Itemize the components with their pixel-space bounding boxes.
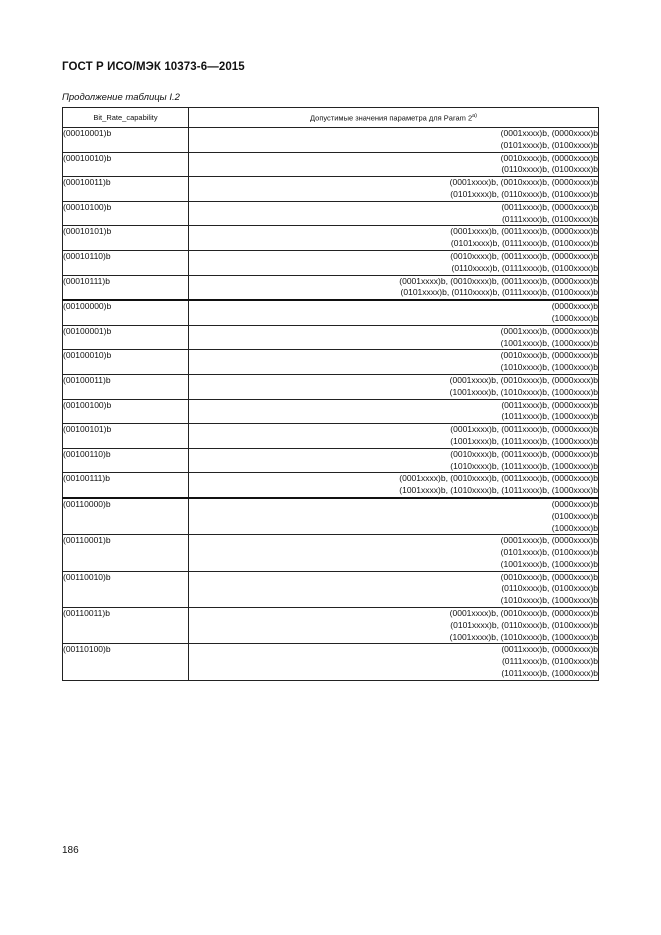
param2-value-line: (0010xxxx)b, (0000xxxx)b — [500, 350, 598, 361]
param2-value-line: (0001xxxx)b, (0010xxxx)b, (0000xxxx)b — [449, 374, 598, 385]
param2-value-line: (1001xxxx)b, (1000xxxx)b — [500, 558, 598, 569]
bit-rate-code-cell: (00010010)b — [63, 152, 189, 177]
param2-value-line: (0010xxxx)b, (0011xxxx)b, (0000xxxx)b — [450, 250, 598, 261]
param2-value-line: (0101xxxx)b, (0100xxxx)b — [500, 139, 598, 150]
param2-value-line: (0001xxxx)b, (0000xxxx)b — [500, 535, 598, 546]
table-row — [63, 177, 599, 202]
param2-values-cell — [189, 250, 599, 275]
table-row — [63, 608, 599, 644]
table-caption: Продолжение таблицы I.2 — [62, 92, 180, 103]
param2-values-cell — [189, 498, 599, 535]
param2-value-line: (0111xxxx)b, (0100xxxx)b — [501, 213, 598, 224]
table-body — [63, 128, 599, 681]
param2-value-line: (0101xxxx)b, (0100xxxx)b — [500, 547, 598, 558]
bit-rate-code-cell: (00010111)b — [63, 275, 189, 300]
param2-value-line: (0001xxxx)b, (0010xxxx)b, (0011xxxx)b, (0000xxxx)b — [399, 473, 598, 484]
param2-values-cell — [189, 152, 599, 177]
param2-value-line: (0010xxxx)b, (0000xxxx)b — [500, 571, 598, 582]
param2-value-line: (1011xxxx)b, (1000xxxx)b — [501, 411, 598, 422]
table-row — [63, 325, 599, 350]
param2-value-line: (0110xxxx)b, (0100xxxx)b — [501, 583, 598, 594]
param2-value-line: (0000xxxx)b — [551, 301, 598, 312]
param2-values-cell — [189, 226, 599, 251]
param2-values-cell — [189, 128, 599, 153]
param2-values-cell — [189, 608, 599, 644]
param2-values-cell — [189, 473, 599, 498]
table-header-row — [63, 108, 599, 128]
param2-value-line: (1001xxxx)b, (1010xxxx)b, (1011xxxx)b, (1000xxxx)b — [399, 485, 598, 496]
page-number: 186 — [62, 845, 79, 856]
param2-value-line: (0100xxxx)b — [551, 510, 598, 521]
param2-value-line: (0101xxxx)b, (0110xxxx)b, (0111xxxx)b, (0100xxxx)b — [400, 287, 598, 298]
param2-value-line: (0110xxxx)b, (0111xxxx)b, (0100xxxx)b — [451, 262, 598, 273]
param2-value-line: (1011xxxx)b, (1000xxxx)b — [501, 668, 598, 679]
bit-rate-code-cell: (00100001)b — [63, 325, 189, 350]
param2-values-cell — [189, 535, 599, 571]
table-row — [63, 535, 599, 571]
param2-value-line: (0111xxxx)b, (0100xxxx)b — [501, 656, 598, 667]
param2-value-line: (0001xxxx)b, (0011xxxx)b, (0000xxxx)b — [450, 424, 598, 435]
param2-value-line: (1010xxxx)b, (1011xxxx)b, (1000xxxx)b — [450, 460, 598, 471]
param2-value-line: (1001xxxx)b, (1010xxxx)b, (1000xxxx)b — [449, 631, 598, 642]
param2-values-cell — [189, 325, 599, 350]
param2-value-line: (0001xxxx)b, (0000xxxx)b — [500, 128, 598, 138]
param2-value-line: (0010xxxx)b, (0000xxxx)b — [500, 152, 598, 163]
param2-value-line: (0011xxxx)b, (0000xxxx)b — [501, 201, 598, 212]
param2-value-line: (0101xxxx)b, (0110xxxx)b, (0100xxxx)b — [450, 188, 598, 199]
param2-value-line: (0110xxxx)b, (0100xxxx)b — [501, 164, 598, 175]
bit-rate-code-cell: (00100100)b — [63, 399, 189, 424]
footnote-marker: a) — [472, 112, 478, 119]
param2-value-line: (0001xxxx)b, (0011xxxx)b, (0000xxxx)b — [450, 226, 598, 237]
table-row — [63, 399, 599, 424]
table-row — [63, 201, 599, 226]
param2-values-cell — [189, 644, 599, 680]
bit-rate-table — [62, 107, 599, 681]
document-header: ГОСТ Р ИСО/МЭК 10373-6—2015 — [62, 61, 245, 73]
param2-value-line: (0011xxxx)b, (0000xxxx)b — [501, 644, 598, 655]
param2-value-line: (0001xxxx)b, (0010xxxx)b, (0011xxxx)b, (0000xxxx)b — [399, 275, 598, 286]
param2-value-line: (0001xxxx)b, (0010xxxx)b, (0000xxxx)b — [449, 608, 598, 619]
table-row — [63, 275, 599, 300]
bit-rate-code-cell: (00100110)b — [63, 448, 189, 473]
table-row — [63, 128, 599, 153]
bit-rate-code-cell: (00110000)b — [63, 498, 189, 535]
table-row — [63, 448, 599, 473]
param2-value-line: (0010xxxx)b, (0011xxxx)b, (0000xxxx)b — [450, 448, 598, 459]
bit-rate-code-cell: (00110010)b — [63, 571, 189, 607]
table-row — [63, 644, 599, 680]
column-header-param2 — [189, 108, 599, 128]
table-row — [63, 250, 599, 275]
param2-value-line: (1010xxxx)b, (1000xxxx)b — [500, 362, 598, 373]
param2-value-line: (1001xxxx)b, (1000xxxx)b — [500, 337, 598, 348]
column-header-param2-text: Допустимые значения параметра для Param 2 — [309, 113, 473, 123]
bit-rate-code-cell: (00110100)b — [63, 644, 189, 680]
table-row — [63, 350, 599, 375]
bit-rate-code-cell: (00110001)b — [63, 535, 189, 571]
table-row — [63, 152, 599, 177]
param2-values-cell — [189, 571, 599, 607]
bit-rate-code-cell: (00010011)b — [63, 177, 189, 202]
param2-value-line: (0101xxxx)b, (0111xxxx)b, (0100xxxx)b — [450, 238, 598, 249]
param2-value-line: (1000xxxx)b — [551, 522, 598, 533]
table-row — [63, 300, 599, 325]
bit-rate-code-cell: (00110011)b — [63, 608, 189, 644]
param2-values-cell — [189, 374, 599, 399]
column-header-bit-rate: Bit_Rate_capability — [63, 108, 189, 128]
param2-values-cell — [189, 350, 599, 375]
table-row — [63, 226, 599, 251]
param2-value-line: (1010xxxx)b, (1000xxxx)b — [500, 595, 598, 606]
param2-values-cell — [189, 448, 599, 473]
bit-rate-code-cell: (00010110)b — [63, 250, 189, 275]
bit-rate-code-cell: (00100101)b — [63, 424, 189, 449]
param2-values-cell — [189, 275, 599, 300]
param2-value-line: (0000xxxx)b — [551, 498, 598, 509]
table-row — [63, 374, 599, 399]
table-row — [63, 571, 599, 607]
param2-value-line: (1001xxxx)b, (1010xxxx)b, (1000xxxx)b — [449, 386, 598, 397]
table-row — [63, 498, 599, 535]
bit-rate-code-cell: (00010101)b — [63, 226, 189, 251]
table-row — [63, 424, 599, 449]
bit-rate-code-cell: (00100111)b — [63, 473, 189, 498]
param2-values-cell — [189, 300, 599, 325]
bit-rate-code-cell: (00100010)b — [63, 350, 189, 375]
param2-value-line: (1000xxxx)b — [551, 312, 598, 323]
param2-value-line: (0101xxxx)b, (0110xxxx)b, (0100xxxx)b — [450, 619, 598, 630]
bit-rate-code-cell: (00010100)b — [63, 201, 189, 226]
param2-value-line: (1001xxxx)b, (1011xxxx)b, (1000xxxx)b — [450, 435, 598, 446]
param2-value-line: (0001xxxx)b, (0000xxxx)b — [500, 325, 598, 336]
bit-rate-code-cell: (00100011)b — [63, 374, 189, 399]
param2-value-line: (0001xxxx)b, (0010xxxx)b, (0000xxxx)b — [449, 177, 598, 188]
param2-value-line: (0011xxxx)b, (0000xxxx)b — [501, 399, 598, 410]
bit-rate-code-cell: (00100000)b — [63, 300, 189, 325]
param2-values-cell — [189, 399, 599, 424]
param2-values-cell — [189, 177, 599, 202]
param2-values-cell — [189, 201, 599, 226]
table-row — [63, 473, 599, 498]
param2-values-cell — [189, 424, 599, 449]
bit-rate-code-cell: (00010001)b — [63, 128, 189, 153]
